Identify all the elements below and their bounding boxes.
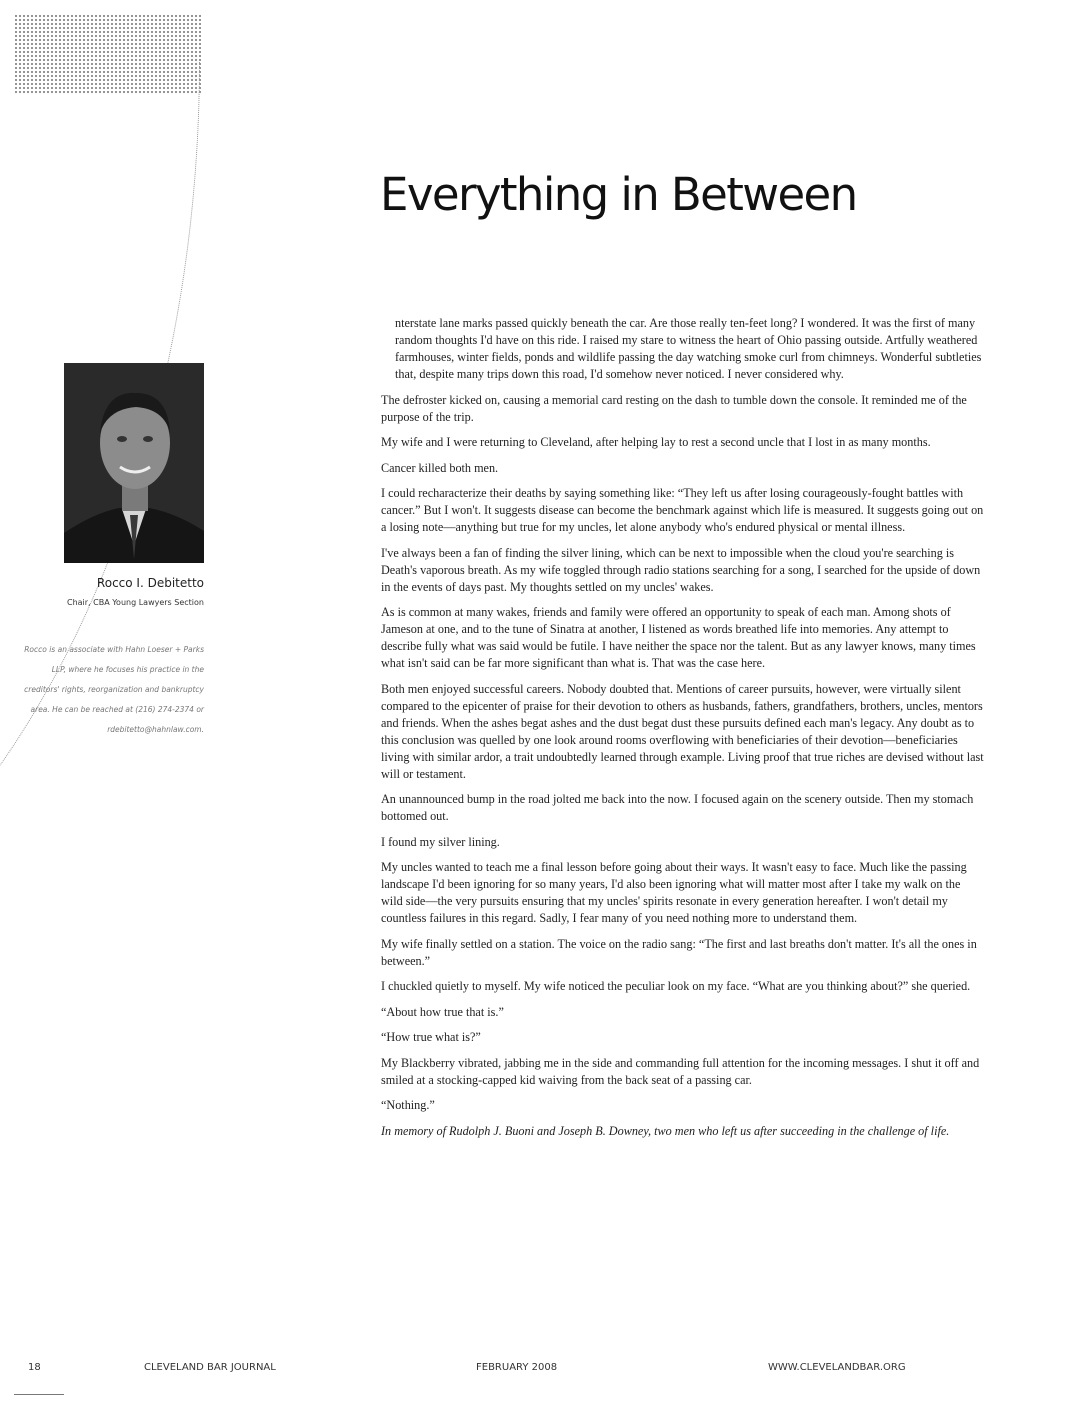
issue-date: FEBRUARY 2008 <box>476 1362 558 1373</box>
article-title: Everything in Between <box>380 168 857 221</box>
author-photo <box>64 363 204 563</box>
page-number: 18 <box>28 1362 41 1373</box>
article-paragraph: My Blackberry vibrated, jabbing me in the side and commanding full attention for the incoming messages. I shut it off and smiled at a stocking-capped kid waiving from the back seat of a passing car. <box>381 1055 980 1087</box>
page-footer <box>0 1362 1088 1378</box>
article-paragraph: nterstate lane marks passed quickly beneath the car. Are those really ten-feet long? I wondered. It was the first of many random thoughts I'd have on this ride. I raised my stare to witness the heart of Ohio passing outside. Artfully weathered farmhouses, winter fields, ponds and wildlife passing the day watching smoke curl from chimneys. Wonderful subtleties that, despite many trips down this road, I'd somehow never noticed. I never considered why. <box>395 316 982 381</box>
article-paragraph: My wife and I were returning to Cleveland, after helping lay to rest a second uncle that I lost in as many months. <box>381 435 931 449</box>
footer-rule <box>14 1394 64 1395</box>
article-paragraph: The defroster kicked on, causing a memorial card resting on the dash to tumble down the console. It reminded me of the purpose of the trip. <box>381 392 967 424</box>
author-bio: Rocco is an associate with Hahn Loeser + Parks LLP, where he focuses his practice in the creditors' rights, reorganization and bankruptcy area. He can be reached at (216) 274-2374 or rdebitetto@hahnlaw.com. <box>24 645 204 734</box>
article-paragraph: “About how true that is.” <box>381 1004 504 1019</box>
article-paragraph: My uncles wanted to teach me a final lesson before going about their ways. It wasn't easy to face. Much like the passing landscape I'd been ignoring for so many years, I'd also been ignoring what will matter most after I take my walk on the wild side—the very pursuits ensuring that my uncles' spirits resonate in every generation hereafter. I won't detail my countless failures in this regard. Sadly, I fear many of you need nothing more to understand them. <box>381 860 967 925</box>
article-paragraph: “Nothing.” <box>381 1098 435 1112</box>
article-paragraph: I found my silver lining. <box>381 834 500 849</box>
article-paragraph: “How true what is?” <box>381 1030 481 1044</box>
article-paragraph: Cancer killed both men. <box>381 460 499 475</box>
article-paragraph: I've always been a fan of finding the silver lining, which can be next to impossible when the cloud you're searching is Death's vaporous breath. As my wife toggled through radio stations searching for a song, I searched for the upside of down in the events of days past. My thoughts settled on my uncles' wakes. <box>381 545 981 594</box>
article-paragraph: As is common at many wakes, friends and family were offered an opportunity to speak of each man. Among shots of Jameson at one, and to the tune of Sinatra at another, I listened as words breathed life into memories. Any attempt to describe fully what was said would be futile. I have neither the space nor the talent. But as any lawyer knows, many times what isn't said can be far more significant than what is. That was the case here. <box>381 605 976 670</box>
author-name: Rocco I. Debitetto <box>96 576 204 590</box>
author-role: Chair, CBA Young Lawyers Section <box>66 598 204 607</box>
article-paragraph: An unannounced bump in the road jolted me back into the now. I focused again on the scenery outside. Then my stomach bottomed out. <box>381 792 974 823</box>
memorial-dedication: In memory of Rudolph J. Buoni and Joseph B. Downey, two men who left us after succeeding in the challenge of life. <box>381 1123 950 1138</box>
website-url: WWW.CLEVELANDBAR.ORG <box>768 1362 906 1373</box>
article-paragraph: My wife finally settled on a station. The voice on the radio sang: “The first and last breaths don't matter. It's all the ones in between.” <box>381 936 977 968</box>
article-body <box>381 315 985 1148</box>
article-paragraph: I chuckled quietly to myself. My wife noticed the peculiar look on my face. “What are you thinking about?” she queried. <box>381 979 971 993</box>
article-paragraph: Both men enjoyed successful careers. Nobody doubted that. Mentions of career pursuits, however, were virtually silent compared to the epicenter of praise for their devotion to others as husbands, fathers, grandfathers, brothers, uncles, mentors and friends. When the ashes begat ashes and the dust begat dust these pursuits defined each man's legacy. Any doubt as to this conclusion was quelled by one look around rooms overflowing with beneficiaries of their devotion—beneficiaries living with similar ardor, a trait undoubtedly learned through example. Living proof that true riches are devised without last will or testament. <box>381 681 984 781</box>
article-paragraph: I could recharacterize their deaths by saying something like: “They left us after losing courageously-fought battles with cancer.” But I won't. It suggests disease can become the benchmark against which life is measured. It suggests going out on a losing note—anything but true for my uncles, let alone anybody who's endured physical or mental illness. <box>381 486 984 534</box>
journal-name: CLEVELAND BAR JOURNAL <box>144 1362 276 1373</box>
